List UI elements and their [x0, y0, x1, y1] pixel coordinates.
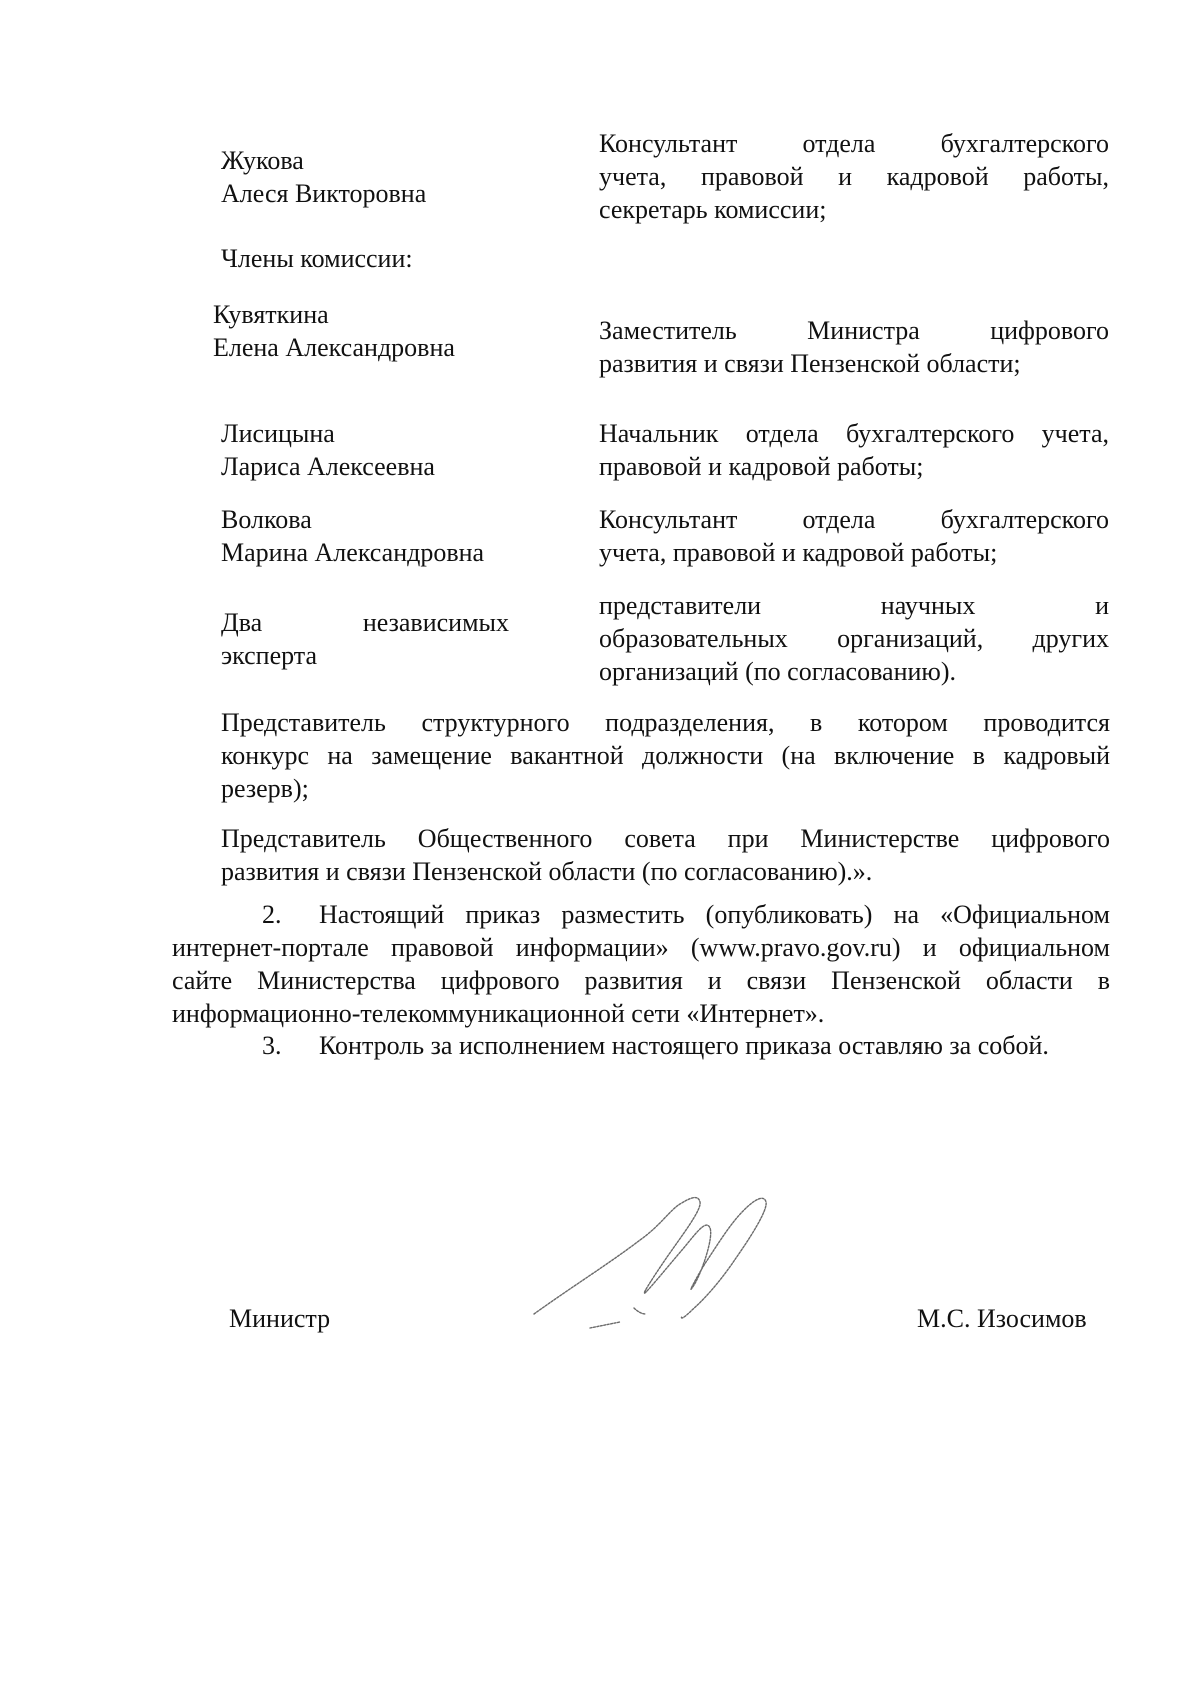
member-name — [221, 503, 484, 569]
item-3-paragraph — [172, 1029, 1110, 1062]
paragraph-line: Представитель Общественного совета при Министерстве цифрового — [221, 824, 1110, 853]
item-2-paragraph — [172, 898, 1110, 1030]
member-surname: Лисицына — [221, 419, 335, 448]
secretary-role-line: секретарь комиссии; — [599, 195, 827, 224]
member-name — [221, 417, 435, 483]
member-role-line: развития и связи Пензенской области; — [599, 349, 1021, 378]
paragraph-line: информационно-телекоммуникационной сети «Интернет». — [172, 999, 825, 1028]
member-surname: Волкова — [221, 505, 312, 534]
paragraph-line: Представитель структурного подразделения, в котором проводится — [221, 708, 1110, 737]
paragraph-line: сайте Министерства цифрового развития и связи Пензенской области в — [172, 966, 1110, 995]
paragraph-line: резерв); — [221, 774, 309, 803]
member-role — [599, 314, 1109, 380]
member-given-name: Елена Александровна — [213, 333, 455, 362]
item-text: Контроль за исполнением настоящего приказа оставляю за собой. — [319, 1031, 1049, 1060]
item-text: Настоящий приказ разместить (опубликовать) на «Официальном — [319, 900, 1110, 929]
item-first-line — [172, 898, 1110, 931]
member-surname: Кувяткина — [213, 300, 329, 329]
signatory-position: Министр — [229, 1304, 331, 1333]
member-name — [213, 298, 455, 364]
experts-role-line: организаций (по согласованию). — [599, 657, 956, 686]
member-given-name: Лариса Алексеевна — [221, 452, 435, 481]
member-role-line: правовой и кадровой работы; — [599, 452, 924, 481]
secretary-role — [599, 127, 1109, 226]
signatory-name: М.С. Изосимов — [917, 1304, 1087, 1333]
member-given-name: Марина Александровна — [221, 538, 485, 567]
item-first-line — [172, 1029, 1110, 1062]
item-number: 3. — [262, 1031, 282, 1060]
experts-role-line: образовательных организаций, других — [599, 624, 1109, 653]
secretary-role-line: Консультант отдела бухгалтерского — [599, 129, 1109, 158]
handwritten-signature-icon — [530, 1188, 810, 1338]
experts-label — [221, 606, 509, 672]
members-heading: Члены комиссии: — [221, 244, 413, 273]
secretary-given-name: Алеся Викторовна — [221, 179, 427, 208]
paragraph-line: развития и связи Пензенской области (по согласованию).». — [221, 857, 873, 886]
member-role-line: Консультант отдела бухгалтерского — [599, 505, 1109, 534]
member-role-line: Заместитель Министра цифрового — [599, 316, 1109, 345]
experts-label-line: Два независимых — [221, 608, 509, 637]
secretary-surname: Жукова — [221, 146, 304, 175]
member-role-line: Начальник отдела бухгалтерского учета, — [599, 419, 1109, 448]
item-number: 2. — [262, 900, 282, 929]
structural-representative-paragraph — [221, 706, 1110, 805]
experts-label-line: эксперта — [221, 641, 318, 670]
secretary-name — [221, 144, 426, 210]
experts-role — [599, 589, 1109, 688]
experts-role-line: представители научных и — [599, 591, 1109, 620]
member-role — [599, 503, 1109, 569]
secretary-role-line: учета, правовой и кадровой работы, — [599, 162, 1109, 191]
paragraph-line: интернет-портале правовой информации» (www.pravo.gov.ru) и официальном — [172, 933, 1110, 962]
paragraph-line: конкурс на замещение вакантной должности (на включение в кадровый — [221, 741, 1110, 770]
member-role — [599, 417, 1109, 483]
member-role-line: учета, правовой и кадровой работы; — [599, 538, 998, 567]
public-council-paragraph — [221, 822, 1110, 888]
